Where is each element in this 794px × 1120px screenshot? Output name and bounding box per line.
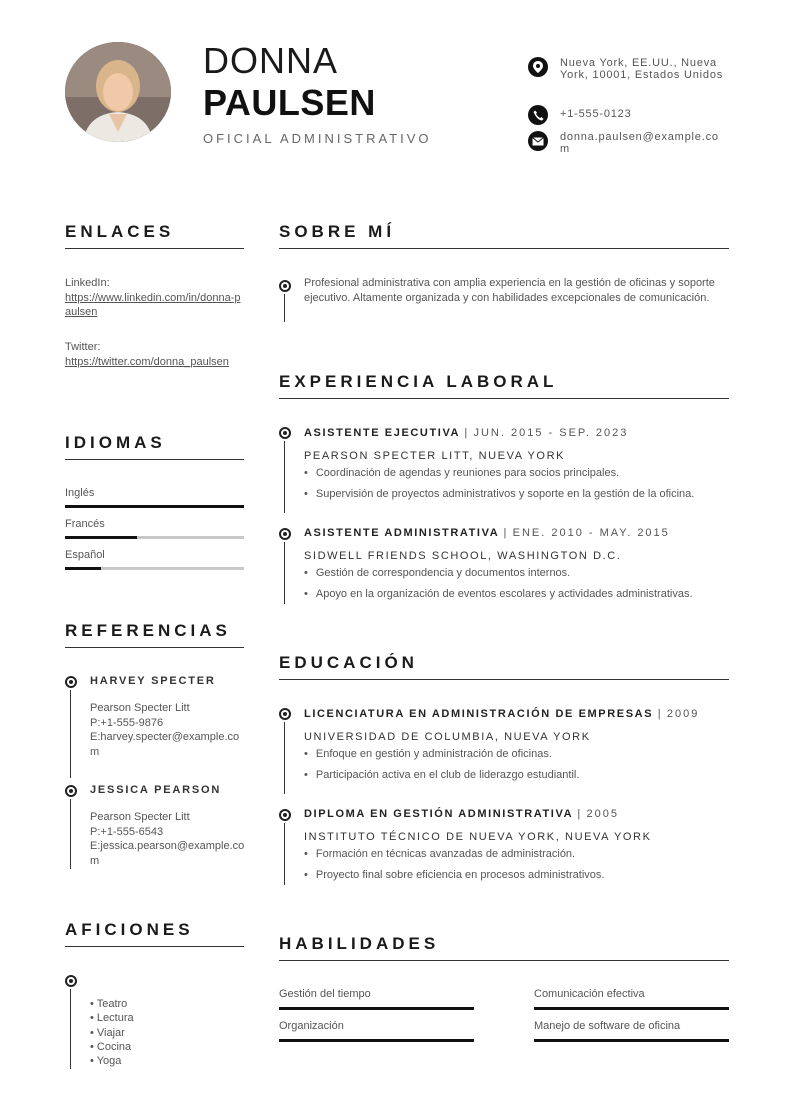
about-text: Profesional administrativa con amplia experiencia en la gestión de oficinas y soporte ejecutivo. Altamente organizada y con habilidades excepcionales de comunicación.	[304, 277, 715, 304]
language-name: Inglés	[65, 487, 95, 499]
timeline-dot	[65, 975, 77, 987]
reference-name: JESSICA PEARSON	[90, 784, 222, 796]
links-heading: ENLACES	[65, 222, 244, 249]
separator: |	[464, 427, 469, 439]
skill-name: Manejo de software de oficina	[534, 1020, 681, 1032]
timeline-line	[70, 799, 71, 869]
language-level-bar	[65, 567, 244, 570]
skills-heading: HABILIDADES	[279, 934, 729, 961]
linkedin-link[interactable]: https://www.linkedin.com/in/donna-paulsen	[65, 291, 241, 318]
skill-bar	[279, 1007, 474, 1010]
skill-name: Comunicación efectiva	[534, 988, 645, 1000]
language-level-fill	[65, 536, 137, 539]
profile-photo	[65, 42, 171, 142]
reference-email: E:harvey.specter@example.com	[90, 731, 240, 758]
bullet-item: • Enfoque en gestión y administración de oficinas.	[304, 748, 552, 760]
language-french	[65, 518, 244, 539]
twitter-link[interactable]: https://twitter.com/donna_paulsen	[65, 355, 229, 368]
reference-details	[90, 810, 245, 868]
reference-email: E:jessica.pearson@example.com	[90, 840, 245, 867]
phone-text: +1-555-0123	[560, 108, 632, 120]
hobby-item: • Cocina	[90, 1040, 132, 1053]
language-level-bar	[65, 536, 244, 539]
timeline-line	[70, 690, 71, 778]
timeline-line	[284, 823, 285, 885]
hobbies-heading: AFICIONES	[65, 920, 244, 947]
envelope-icon	[528, 131, 548, 151]
timeline-dot	[279, 280, 291, 292]
hobby-item: • Yoga	[90, 1055, 122, 1068]
timeline-dot	[279, 809, 291, 821]
skill-item	[534, 988, 729, 1010]
about-heading: SOBRE MÍ	[279, 222, 729, 249]
timeline-line	[284, 294, 285, 322]
hobby-item: • Lectura	[90, 1012, 134, 1025]
separator: |	[503, 527, 508, 539]
hobby-item: • Viajar	[90, 1026, 125, 1039]
degree-year: 2005	[586, 808, 619, 820]
skill-name: Gestión del tiempo	[279, 988, 371, 1000]
degree-name: LICENCIATURA EN ADMINISTRACIÓN DE EMPRESAS	[304, 708, 654, 720]
contact-phone	[528, 105, 728, 125]
timeline-dot	[279, 708, 291, 720]
job-title: OFICIAL ADMINISTRATIVO	[203, 131, 432, 146]
language-name: Francés	[65, 518, 105, 530]
reference-details	[90, 701, 245, 759]
reference-phone: P:+1-555-6543	[90, 825, 164, 838]
email-text: donna.paulsen@example.com	[560, 131, 719, 155]
timeline-line	[284, 441, 285, 513]
location-pin-icon	[528, 57, 548, 77]
references-heading: REFERENCIAS	[65, 621, 244, 648]
last-name: PAULSEN	[203, 82, 376, 123]
education-entry-header	[304, 708, 699, 720]
degree-year: 2009	[666, 708, 700, 720]
language-name: Español	[65, 549, 105, 561]
reference-name: HARVEY SPECTER	[90, 675, 216, 687]
linkedin-label: LinkedIn:	[65, 277, 110, 289]
job-dates: JUN. 2015 - SEP. 2023	[473, 427, 629, 439]
bullet-item: • Supervisión de proyectos administrativos y soporte en la gestión de la oficina.	[304, 488, 694, 500]
language-level-fill	[65, 567, 101, 570]
hobby-item: • Teatro	[90, 998, 128, 1010]
separator: |	[577, 808, 582, 820]
contact-email	[528, 131, 728, 155]
job-role: ASISTENTE EJECUTIVA	[304, 427, 460, 439]
timeline-dot	[65, 785, 77, 797]
address-text: Nueva York, EE.UU., Nueva York, 10001, Estados Unidos	[560, 57, 724, 81]
hobbies-list	[90, 997, 134, 1068]
language-level-fill	[65, 505, 244, 508]
separator: |	[657, 708, 663, 720]
timeline-line	[70, 989, 71, 1069]
twitter-label: Twitter:	[65, 341, 101, 353]
skill-name: Organización	[279, 1020, 344, 1032]
timeline-dot	[279, 427, 291, 439]
timeline-dot	[65, 676, 77, 688]
education-entry-header	[304, 808, 619, 820]
timeline-line	[284, 722, 285, 794]
timeline-line	[284, 542, 285, 604]
experience-entry-header	[304, 527, 670, 539]
skill-item	[279, 988, 474, 1010]
language-english	[65, 487, 244, 508]
employer: PEARSON SPECTER LITT, NUEVA YORK	[304, 450, 566, 462]
bullet-item: • Proyecto final sobre eficiencia en procesos administrativos.	[304, 869, 604, 881]
skill-item	[279, 1020, 474, 1042]
experience-entry-header	[304, 427, 628, 439]
reference-company: Pearson Specter Litt	[90, 811, 190, 823]
degree-name: DIPLOMA EN GESTIÓN ADMINISTRATIVA	[304, 808, 573, 820]
reference-company: Pearson Specter Litt	[90, 702, 190, 714]
bullet-item: • Gestión de correspondencia y documentos internos.	[304, 567, 570, 579]
contact-address	[528, 57, 728, 81]
language-spanish	[65, 549, 244, 570]
skill-bar	[534, 1039, 729, 1042]
bullet-item: • Participación activa en el club de liderazgo estudiantil.	[304, 769, 579, 781]
reference-phone: P:+1-555-9876	[90, 716, 164, 729]
languages-heading: IDIOMAS	[65, 433, 244, 460]
language-level-bar	[65, 505, 244, 508]
job-role: ASISTENTE ADMINISTRATIVA	[304, 527, 499, 539]
skill-bar	[534, 1007, 729, 1010]
twitter-block	[65, 340, 244, 369]
bullet-item: • Coordinación de agendas y reuniones para socios principales.	[304, 467, 619, 479]
job-dates: ENE. 2010 - MAY. 2015	[512, 527, 670, 539]
skill-bar	[279, 1039, 474, 1042]
first-name: DONNA	[203, 40, 339, 81]
experience-heading: EXPERIENCIA LABORAL	[279, 372, 729, 399]
linkedin-block	[65, 276, 244, 320]
employer: SIDWELL FRIENDS SCHOOL, WASHINGTON D.C.	[304, 550, 622, 562]
bullet-item: • Apoyo en la organización de eventos escolares y actividades administrativas.	[304, 588, 693, 600]
institution: UNIVERSIDAD DE COLUMBIA, NUEVA YORK	[304, 731, 591, 743]
skill-item	[534, 1020, 729, 1042]
bullet-item: • Formación en técnicas avanzadas de administración.	[304, 848, 575, 860]
timeline-dot	[279, 528, 291, 540]
phone-icon	[528, 105, 548, 125]
education-heading: EDUCACIÓN	[279, 653, 729, 680]
institution: INSTITUTO TÉCNICO DE NUEVA YORK, NUEVA YORK	[304, 831, 652, 843]
